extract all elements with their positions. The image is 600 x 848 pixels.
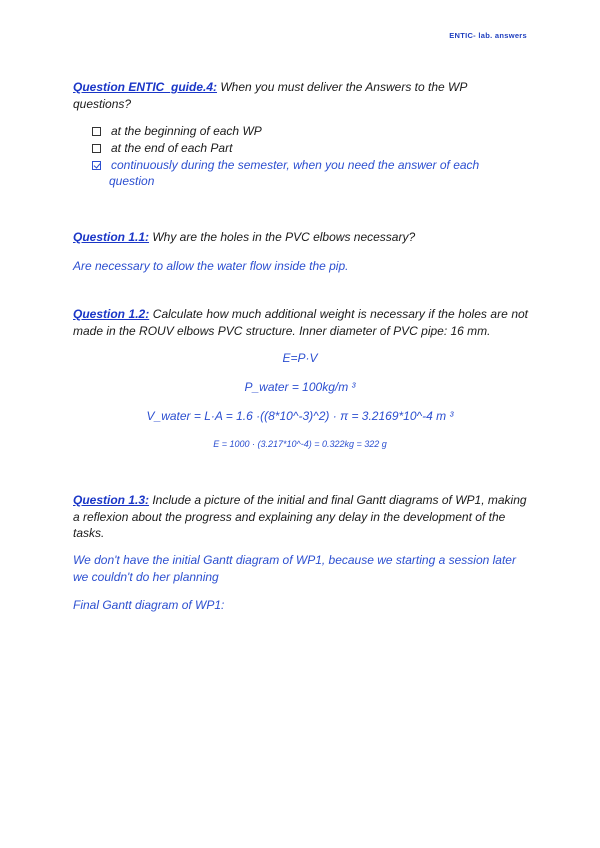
formula-line: P_water = 100kg/m ³ [244, 380, 356, 394]
question-text: When you must deliver the Answers to the WP questions? [73, 80, 467, 111]
question-text: Calculate how much additional weight is necessary if the holes are not made in the ROUV elbows PVC structure. Inner diameter of PVC pipe: 16 mm. [73, 307, 528, 338]
option-item [92, 140, 232, 157]
option-item [92, 123, 262, 140]
answer-1-1: Are necessary to allow the water flow inside the pip. [73, 259, 349, 273]
option-item [92, 157, 479, 174]
document-header: ENTIC- lab. answers [449, 31, 527, 40]
formula-line: E=P·V [282, 351, 318, 365]
checkbox-icon[interactable] [92, 144, 101, 153]
question-guide-4 [73, 79, 528, 112]
answer-1-3: We don't have the initial Gantt diagram of WP1, because we starting a session later we couldn't do her planning [73, 553, 516, 584]
question-label: Question ENTIC_guide.4: [73, 80, 218, 94]
formula-line: E = 1000 · (3.217*10^-4) = 0.322kg = 322 g [213, 439, 387, 449]
checkbox-icon[interactable] [92, 127, 101, 136]
formula-line: V_water = L·A = 1.6 ·((8*10^-3)^2) · π = 3.2169*10^-4 m ³ [146, 409, 454, 423]
question-label: Question 1.1: [73, 230, 150, 244]
option-label: at the beginning of each WP [111, 124, 262, 138]
option-continuation: question [109, 174, 155, 188]
question-label: Question 1.2: [73, 307, 150, 321]
question-1-1 [73, 229, 528, 246]
option-label: continuously during the semester, when you need the answer of each [111, 158, 480, 172]
question-text: Include a picture of the initial and final Gantt diagrams of WP1, making a reflexion about the progress and explaining any delay in the development of the tasks. [73, 493, 527, 540]
checked-checkbox-icon[interactable] [92, 161, 101, 170]
question-1-3 [73, 492, 528, 542]
question-label: Question 1.3: [73, 493, 150, 507]
option-label: at the end of each Part [111, 141, 233, 155]
question-text: Why are the holes in the PVC elbows necessary? [149, 230, 416, 244]
question-1-2 [73, 306, 528, 339]
gantt-caption: Final Gantt diagram of WP1: [73, 598, 225, 612]
